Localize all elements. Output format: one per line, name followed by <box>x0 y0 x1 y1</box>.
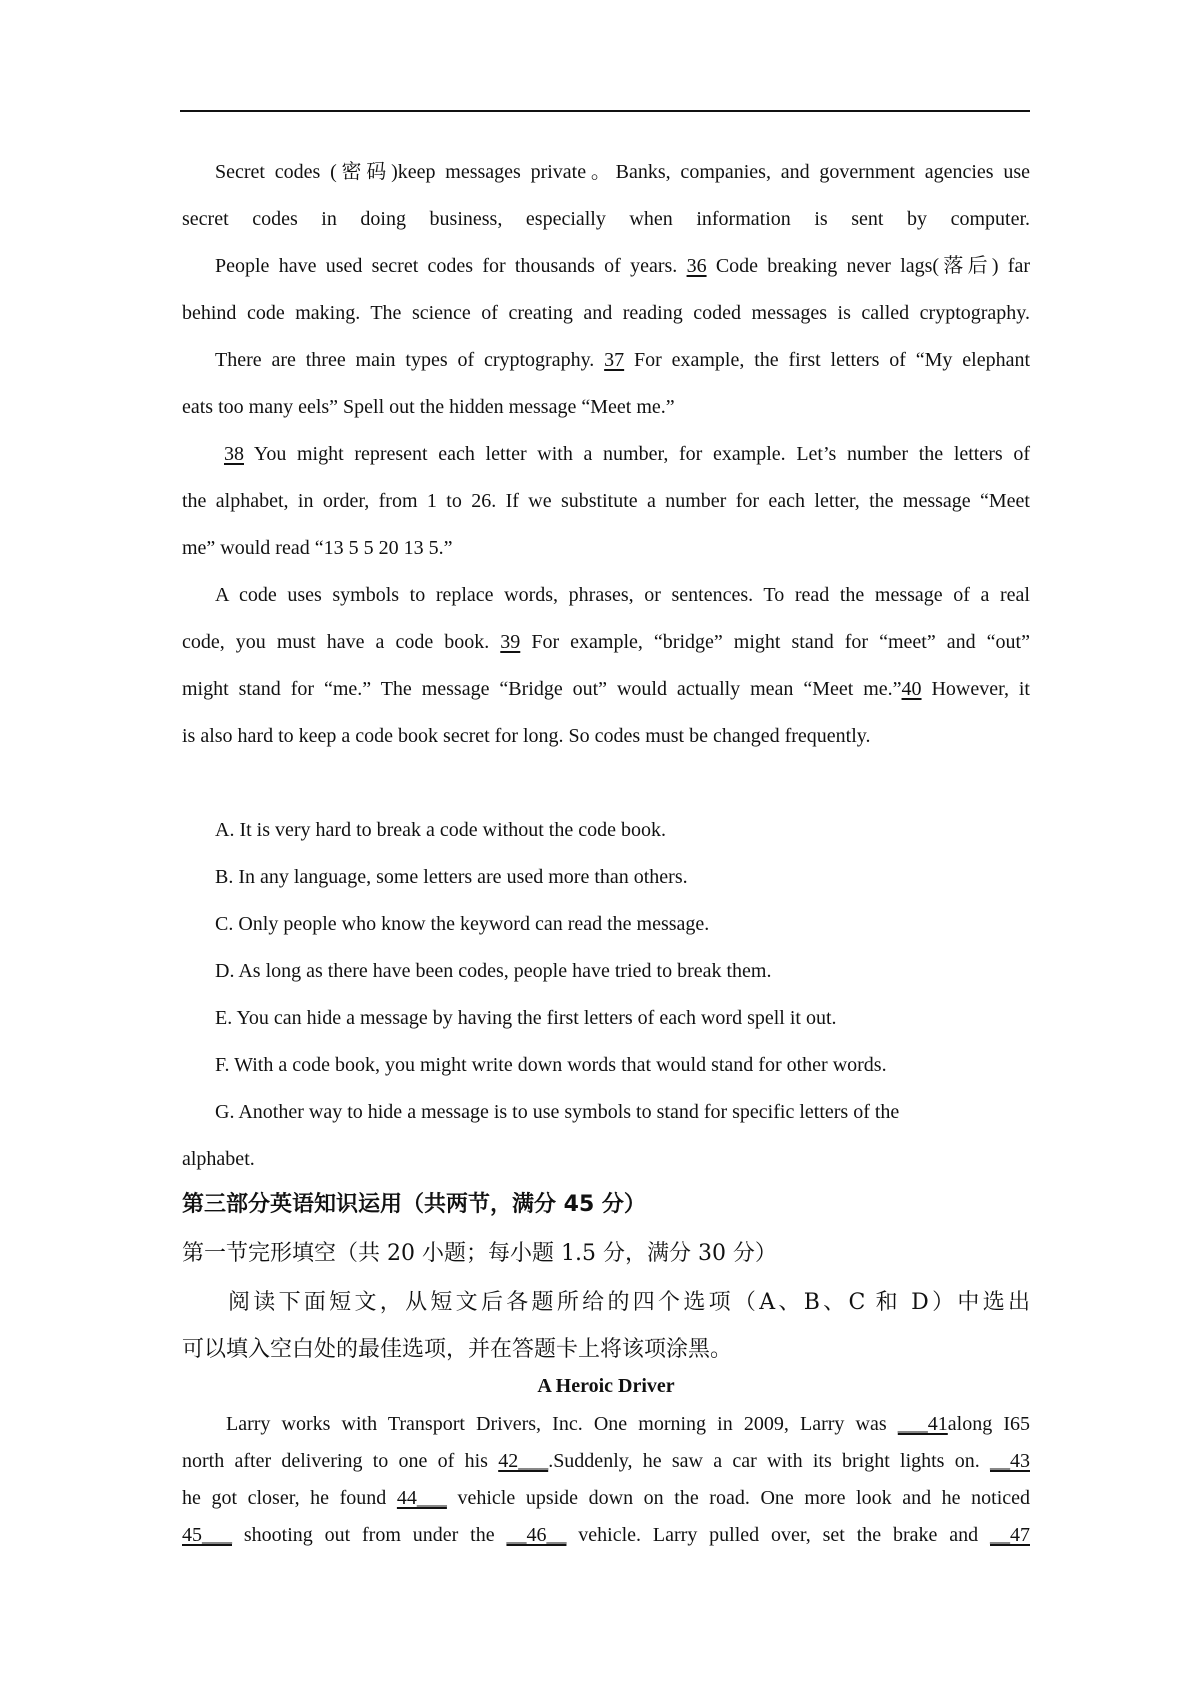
text: along I65 <box>947 1413 1031 1435</box>
text: However, it <box>921 678 1030 700</box>
story-line-2 <box>182 1449 1030 1473</box>
blank-37: 37 <box>604 349 625 371</box>
text: You might represent each letter with a number, for example. Let’s number the letters of <box>244 443 1030 465</box>
p4-line-1 <box>182 442 1030 466</box>
option-c: C. Only people who know the keyword can read the message. <box>215 913 710 935</box>
p1-line-2 <box>182 207 1030 231</box>
text: eats too many eels” Spell out the hidden message “Meet me.” <box>182 396 675 418</box>
text: shooting out from under the <box>232 1524 507 1546</box>
blank-36: 36 <box>686 255 707 277</box>
text: .Suddenly, he saw a car with its bright lights on. <box>548 1450 990 1472</box>
p4-line-3 <box>182 536 1030 560</box>
blank-39: 39 <box>500 631 521 653</box>
text: A code uses symbols to replace words, phrases, or sentences. To read the message of a real <box>215 584 1030 606</box>
text: For example, “bridge” might stand for “meet” and “out” <box>520 631 1030 653</box>
p2-line-2 <box>182 301 1030 325</box>
text: There are three main types of cryptography. <box>215 349 605 371</box>
story-line-1 <box>182 1412 1030 1436</box>
header-rule <box>180 110 1030 112</box>
p5-line-4 <box>182 724 1030 748</box>
p1-line-1 <box>182 160 1030 184</box>
option-g-continued: alphabet. <box>182 1148 255 1170</box>
blank-46: __46__ <box>506 1524 567 1546</box>
instruction-line-1 <box>182 1289 1030 1317</box>
section-subheading: 第一节完形填空（共 20 小题；每小题 1.5 分，满分 30 分） <box>182 1241 777 1266</box>
option-e: E. You can hide a message by having the first letters of each word spell it out. <box>215 1007 837 1029</box>
story-line-4 <box>182 1523 1030 1547</box>
text: Larry works with Transport Drivers, Inc. One morning in 2009, Larry was <box>226 1413 898 1435</box>
text: Secret codes (密码)keep messages private。Banks, companies, and government agencies use <box>215 161 1030 183</box>
instruction-line-2: 可以填入空白处的最佳选项，并在答题卡上将该项涂黑。 <box>182 1337 733 1362</box>
text: he got closer, he found <box>182 1487 397 1509</box>
text: code, you must have a code book. <box>182 631 501 653</box>
p3-line-2 <box>182 395 1030 419</box>
p2-line-1 <box>182 254 1030 278</box>
option-f: F. With a code book, you might write down words that would stand for other words. <box>215 1054 887 1076</box>
text: is also hard to keep a code book secret for long. So codes must be changed frequently. <box>182 725 871 747</box>
blank-38: 38 <box>224 443 244 465</box>
blank-41: ___41 <box>897 1413 948 1435</box>
blank-43: __43 <box>990 1450 1030 1472</box>
section-heading: 第三部分英语知识运用（共两节，满分 45 分） <box>182 1192 646 1217</box>
blank-47: __47 <box>990 1524 1030 1546</box>
option-a: A. It is very hard to break a code without the code book. <box>215 819 666 841</box>
text: Code breaking never lags(落后) far <box>706 255 1030 277</box>
text: the alphabet, in order, from 1 to 26. If we substitute a number for each letter, the message “Meet <box>182 490 1030 512</box>
option-b: B. In any language, some letters are used more than others. <box>215 866 688 888</box>
text: might stand for “me.” The message “Bridge out” would actually mean “Meet me.” <box>182 678 902 700</box>
blank-40: 40 <box>901 678 922 700</box>
option-d: D. As long as there have been codes, people have tried to break them. <box>215 960 772 982</box>
text: People have used secret codes for thousands of years. <box>215 255 687 277</box>
p5-line-3 <box>182 677 1030 701</box>
blank-42: 42___ <box>498 1450 549 1472</box>
text: 阅读下面短文，从短文后各题所给的四个选项（A、B、C 和 D）中选出 <box>228 1290 1030 1315</box>
text: For example, the first letters of “My elephant <box>624 349 1031 371</box>
text: vehicle. Larry pulled over, set the brake and <box>566 1524 990 1546</box>
p5-line-2 <box>182 630 1030 654</box>
text: me” would read “13 5 5 20 13 5.” <box>182 537 453 559</box>
p4-line-2 <box>182 489 1030 513</box>
story-line-3 <box>182 1486 1030 1510</box>
text: behind code making. The science of creating and reading coded messages is called cryptography. <box>182 302 1030 324</box>
text: secret codes in doing business, especially when information is sent by computer. <box>182 208 1030 230</box>
option-g: G. Another way to hide a message is to use symbols to stand for specific letters of the <box>215 1101 900 1123</box>
text: north after delivering to one of his <box>182 1450 499 1472</box>
p3-line-1 <box>182 348 1030 372</box>
blank-44: 44___ <box>396 1487 447 1509</box>
blank-45: 45___ <box>182 1524 232 1546</box>
story-title: A Heroic Driver <box>537 1375 675 1397</box>
p5-line-1 <box>182 583 1030 607</box>
text: vehicle upside down on the road. One more look and he noticed <box>446 1487 1030 1509</box>
